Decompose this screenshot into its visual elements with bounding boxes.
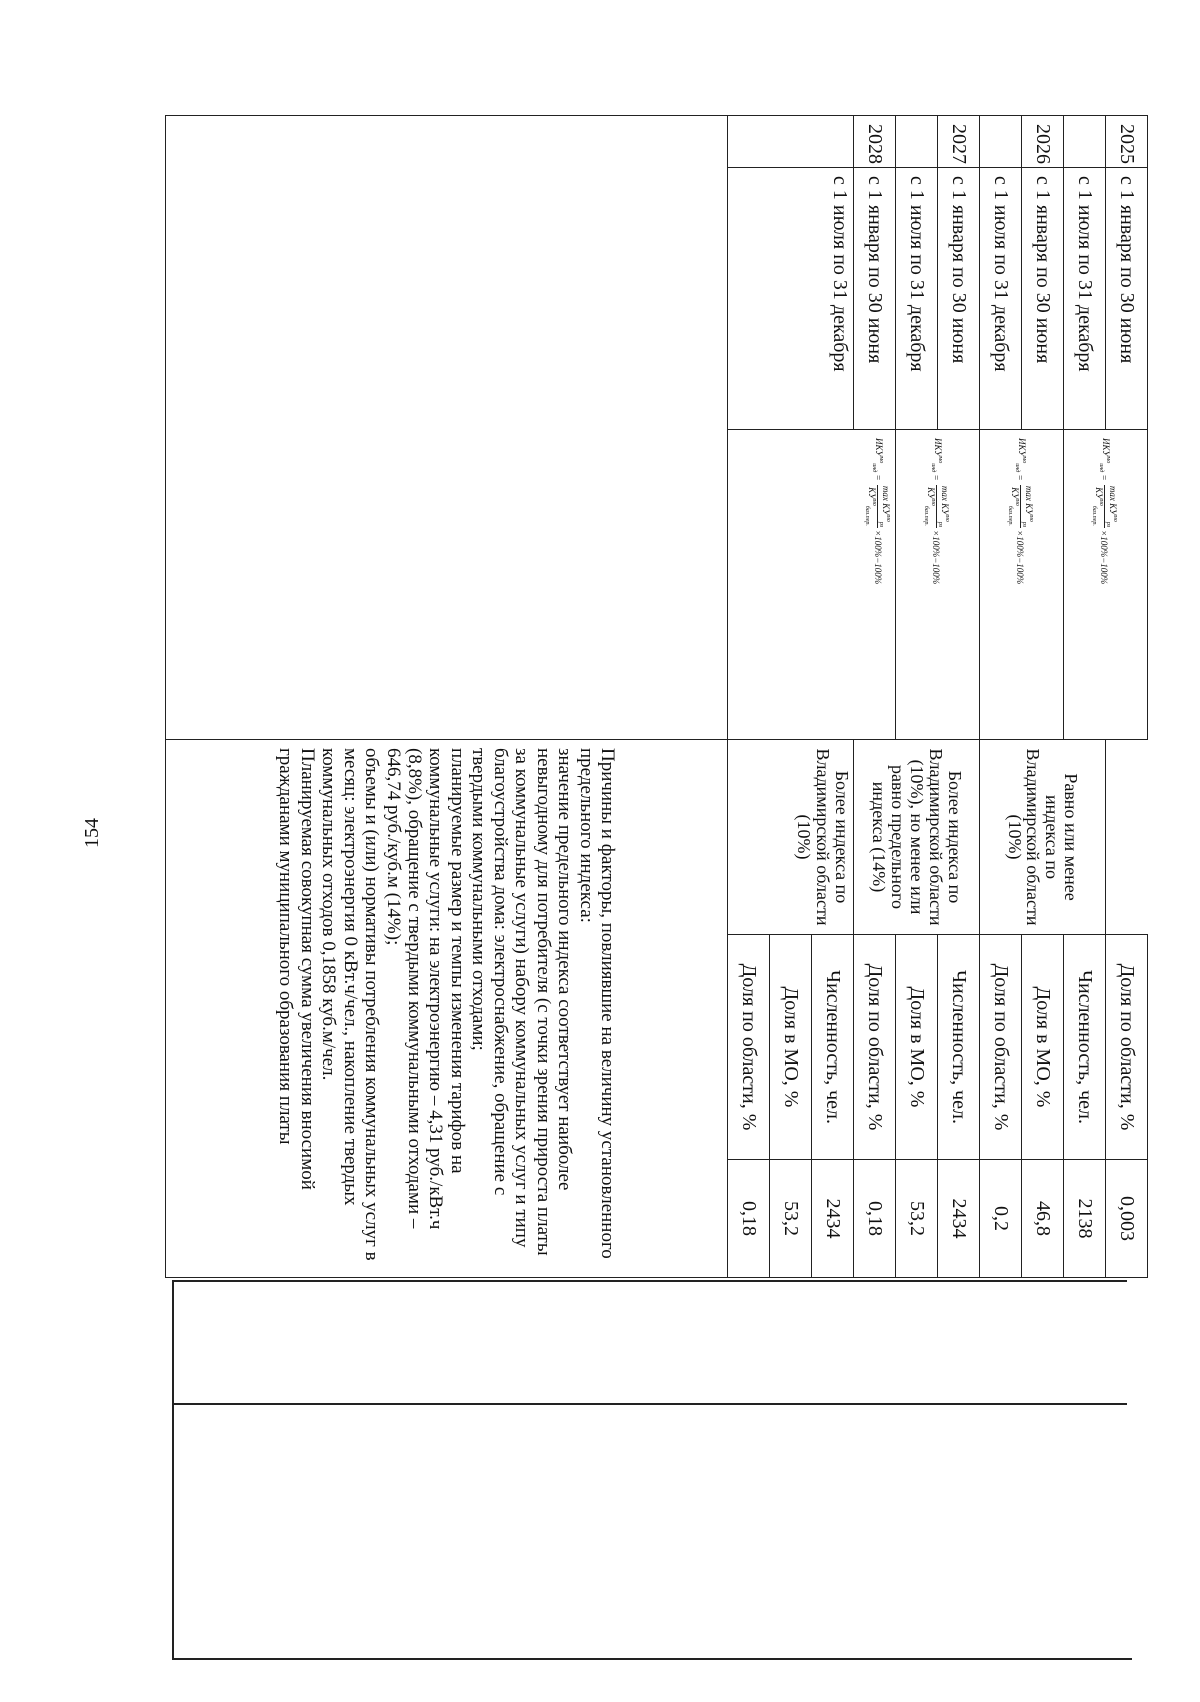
- metric-cell: Доля по области, %: [1106, 935, 1148, 1160]
- formula: [1091, 438, 1118, 584]
- formula: [864, 438, 891, 584]
- formula-tail: ×100%−100%: [931, 530, 942, 585]
- frame-bottom-line: [172, 1658, 1132, 1660]
- formula-tail: ×100%−100%: [872, 530, 883, 585]
- formula-denominator: $КУ^{мо}_{баз.пер.}$: [923, 487, 936, 526]
- year-cell: [1064, 116, 1106, 168]
- metric-cell: Доля в МО, %: [896, 935, 938, 1160]
- reasons-cell: [166, 740, 728, 1278]
- formula-cell: [1064, 430, 1148, 740]
- formula-fraction: [1091, 485, 1118, 528]
- frame-middle-line: [172, 1403, 1127, 1405]
- value-cell: 2434: [938, 1160, 980, 1278]
- formula-fraction: [1007, 485, 1034, 528]
- year-cell: [980, 116, 1022, 168]
- formula-denominator: $КУ^{мо}_{баз.пер.}$: [1091, 487, 1104, 526]
- table-row: [1106, 116, 1148, 1278]
- value-cell: 0,2: [980, 1160, 1022, 1278]
- year-cell: [896, 116, 938, 168]
- metric-cell: Доля в МО, %: [770, 935, 812, 1160]
- value-cell: 46,8: [1022, 1160, 1064, 1278]
- formula-numerator: $\max КУ^{мо}_{рз}$: [1020, 485, 1034, 528]
- formula-denominator: $КУ^{мо}_{баз.пер.}$: [1007, 487, 1020, 526]
- formula-lhs: $ИКУ^{мо}_{инд}$: [930, 438, 943, 473]
- table-row: [854, 116, 896, 1278]
- year-cell: 2028: [854, 116, 896, 168]
- formula-numerator: $\max КУ^{мо}_{рз}$: [1104, 485, 1118, 528]
- formula-eq: =: [1015, 472, 1026, 483]
- formula-numerator: $\max КУ^{мо}_{рз}$: [878, 485, 891, 528]
- category-cell: Более индекса по Владимирской области (10%): [728, 740, 854, 935]
- metric-cell: Численность, чел.: [938, 935, 980, 1160]
- rotated-table-wrapper: [166, 115, 1148, 1277]
- period-cell: с 1 января по 30 июня: [938, 168, 980, 430]
- value-cell: 0,18: [728, 1160, 770, 1278]
- metric-cell: Численность, чел.: [1064, 935, 1106, 1160]
- metric-cell: Численность, чел.: [812, 935, 854, 1160]
- formula-numerator: $\max КУ^{мо}_{рз}$: [936, 485, 950, 528]
- period-cell: с 1 июля по 31 декабря: [896, 168, 938, 430]
- metric-cell: Доля по области, %: [854, 935, 896, 1160]
- formula: [923, 438, 950, 584]
- formula-lhs: $ИКУ^{мо}_{инд}$: [871, 438, 884, 473]
- metric-cell: Доля по области, %: [980, 935, 1022, 1160]
- formula-cell: [728, 430, 896, 740]
- value-cell: 2434: [812, 1160, 854, 1278]
- metric-cell: Доля по области, %: [728, 935, 770, 1160]
- year-cell: 2025: [1106, 116, 1148, 168]
- formula-fraction: [864, 485, 891, 528]
- period-cell: с 1 июля по 31 декабря: [1064, 168, 1106, 430]
- index-table: [165, 115, 1148, 1278]
- table-row: [1022, 116, 1064, 1278]
- period-cell: с 1 июля по 31 декабря: [980, 168, 1022, 430]
- value-cell: 53,2: [770, 1160, 812, 1278]
- reasons-line: значение предельного индекса соответствует наиболее невыгодному для потребителя (с точки зрения прироста платы за коммунальные услуги) набору коммунальных услуг и типу благоустройства дома: электроснабжение, обращение с твердыми коммунальными отходами;: [468, 748, 576, 1256]
- reasons-line: Планируемая совокупная сумма увеличения вносимой гражданами муниципального образования платы: [275, 748, 318, 1190]
- reasons-line: объемы и (или) нормативы потребления коммунальных услуг в месяц: электроэнергия 0 кВт.ч/чел., накопление твердых коммунальных отходов 0,1858 куб.м/чел.: [318, 748, 383, 1261]
- page-number: 154: [81, 818, 103, 848]
- formula-lhs: $ИКУ^{мо}_{инд}$: [1014, 438, 1027, 473]
- frame-vertical-line: [172, 1280, 174, 1660]
- reasons-line: Причины и факторы, повлиявшие на величину установленного предельного индекса:: [575, 748, 619, 1259]
- formula-fraction: [923, 485, 950, 528]
- value-cell: 0,18: [854, 1160, 896, 1278]
- value-cell: 0,003: [1106, 1160, 1148, 1278]
- period-cell: с 1 января по 30 июня: [1022, 168, 1064, 430]
- empty-cell: [166, 116, 728, 740]
- formula-denominator: $КУ^{мо}_{баз.пер.}$: [864, 487, 878, 526]
- year-cell: [728, 116, 854, 168]
- formula-eq: =: [1099, 472, 1110, 483]
- period-cell: с 1 января по 30 июня: [854, 168, 896, 430]
- empty-left-frame: [172, 1280, 1132, 1660]
- year-cell: 2026: [1022, 116, 1064, 168]
- metric-cell: Доля в МО, %: [1022, 935, 1064, 1160]
- table-row: [166, 116, 728, 1278]
- year-cell: 2027: [938, 116, 980, 168]
- formula-eq: =: [872, 472, 883, 483]
- formula-tail: ×100%−100%: [1015, 530, 1026, 585]
- formula-eq: =: [931, 472, 942, 483]
- formula: [1007, 438, 1034, 584]
- value-cell: 53,2: [896, 1160, 938, 1278]
- table-row: [938, 116, 980, 1278]
- category-cell: Равно или менее индекса по Владимирской области (10%): [980, 740, 1106, 935]
- formula-cell: [980, 430, 1064, 740]
- formula-tail: ×100%−100%: [1099, 530, 1110, 585]
- value-cell: 2138: [1064, 1160, 1106, 1278]
- category-cell: [1106, 740, 1148, 935]
- reasons-line: планируемые размер и темпы изменения тарифов на коммунальные услуги: на электроэнергию – 4,31 руб./кВт.ч (8,8%), обращение с твердыми коммунальными отходами – 646,74 руб./куб.м (14%);: [382, 748, 468, 1230]
- category-cell: Более индекса по Владимирской области (10%), но менее или равно предельного индекса (14%): [854, 740, 980, 935]
- period-cell: с 1 июля по 31 декабря: [728, 168, 854, 430]
- formula-cell: [896, 430, 980, 740]
- period-cell: с 1 января по 30 июня: [1106, 168, 1148, 430]
- frame-top-line: [172, 1280, 1127, 1282]
- formula-lhs: $ИКУ^{мо}_{инд}$: [1098, 438, 1111, 473]
